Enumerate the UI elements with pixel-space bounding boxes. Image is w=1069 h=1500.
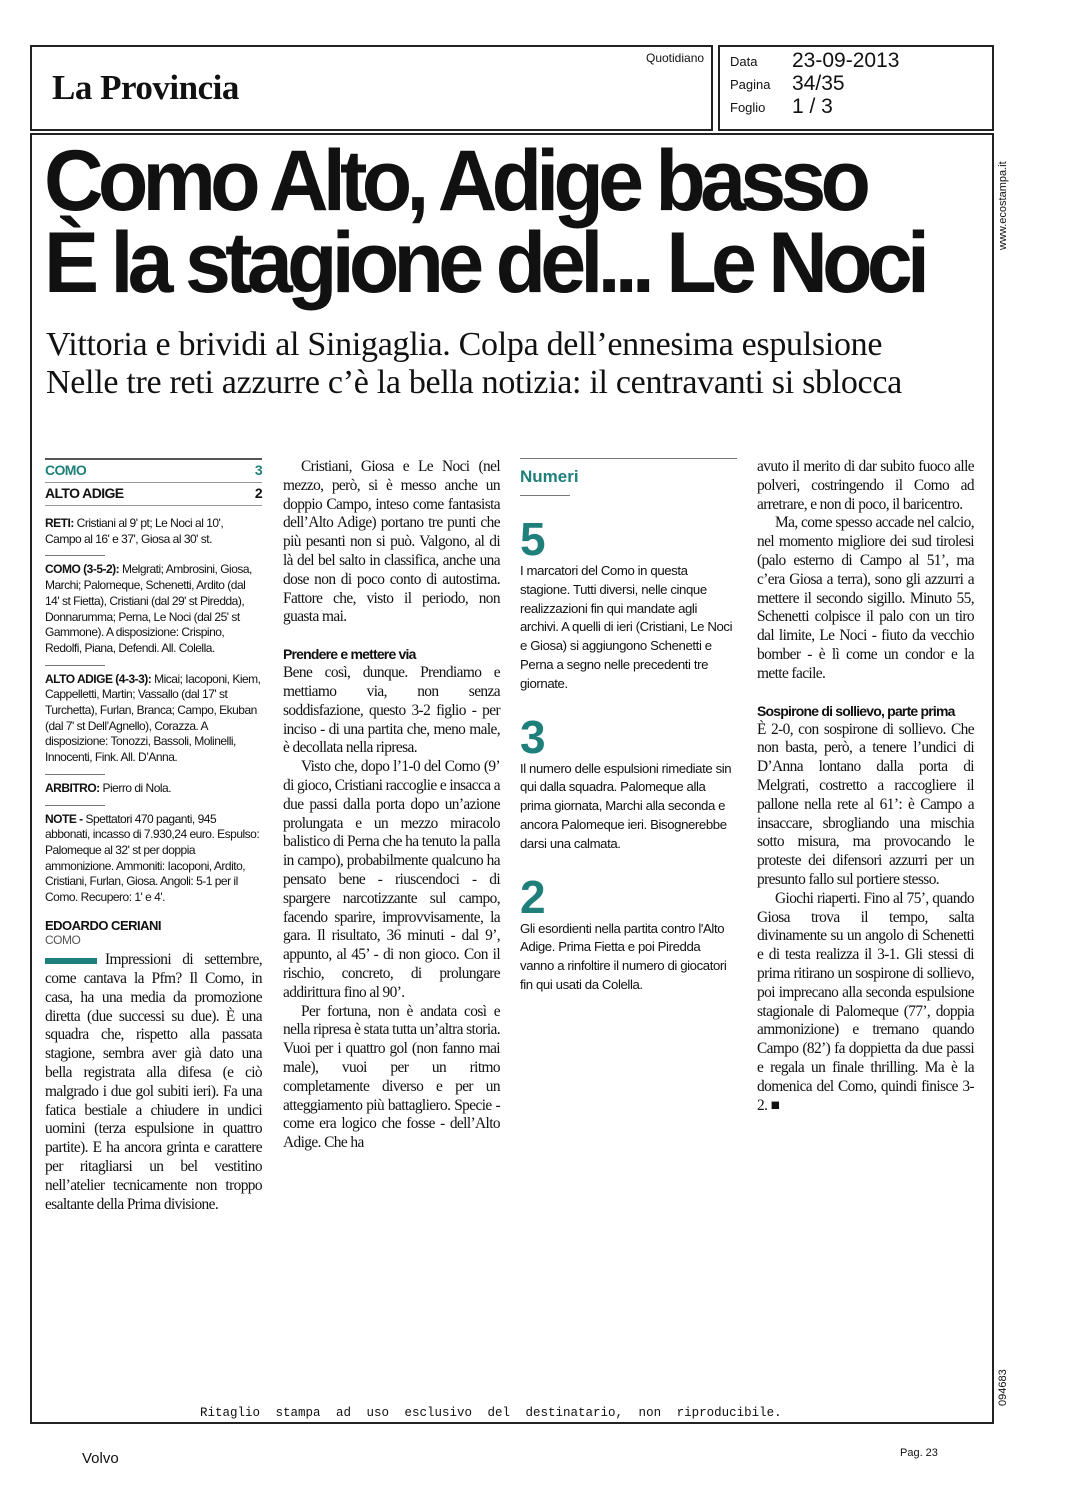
- intro-paragraph: Impressioni di settembre, come cantava la Pfm? Il Como, in casa, ha una media da promozione diretta (due successi su due). È una squadra che, rispetto alla passata stagione, sembra aver già dato una bella registrata alla difesa (e ciò malgrado i due gol subiti ieri). Fa una fatica bestiale a chiudere in undici uomini (terza espulsione in quattro partite). E ha ancora grinta e carattere per ritagliarsi un bel vestitino nell’atelier tecnicamente non troppo esaltante della Prima divisione.: [45, 951, 262, 1213]
- article-column-2: [283, 458, 500, 1153]
- dateline: COMO: [45, 933, 81, 948]
- date-label: Data: [730, 54, 758, 69]
- paragraph: Giochi riaperti. Fino al 75’, quando Giosa trova il tempo, salta divinamente su un angolo di Schenetti e di testa realizza il 3-1. Gli stessi di prima ritirano un sospirone di sollievo, poi imprecano alla seconda espulsione stagionale di Palomeque (77’, doppia ammonizione) e tremano quando Campo (82’) fa doppietta da due passi e regala un finale thrilling. Ma è la domenica del Como, quindi finisce 3-2. ■: [757, 889, 974, 1114]
- clip-code: 094683: [997, 1369, 1009, 1406]
- paragraph: Ma, come spesso accade nel calcio, nel momento migliore dei sud tirolesi (palo esterno di Campo al 51’, ma c’era Giosa a terra), sono gli azzurri a mettere il secondo sigillo. Minuto 55, Schenetti colpisce il palo con un tiro dal limite, Le Noci - fiuto da vecchio bomber - è lì come un condor e la mette facile.: [757, 514, 974, 682]
- page-value: 34/35: [792, 72, 845, 95]
- paragraph: avuto il merito di dar subito fuoco alle polveri, costringendo il Como ad arretrare, e non di poco, il baricentro.: [757, 458, 974, 513]
- date-value: 23-09-2013: [792, 49, 900, 72]
- stat-text: Gli esordienti nella partita contro l'Alto Adige. Prima Fietta e poi Piredda vanno a rinfoltire il numero di giocatori fin qui usati da Colella.: [520, 920, 727, 992]
- numbers-box: [520, 458, 737, 995]
- subhead-line-1: Vittoria e brividi al Sinigaglia. Colpa dell’ennesima espulsione: [46, 326, 883, 363]
- paragraph: Cristiani, Giosa e Le Noci (nel mezzo, però, si è messo anche un doppio Campo, inteso come fantasista dell’Alto Adige) portano tre punti che più pesanti non si può. Valgono, al di là del bel salto in classifica, anche una dose non di poco conto di autostima. Fattore che, visto il periodo, non guasta mai.: [283, 458, 500, 626]
- away-team: ALTO ADIGE: [45, 485, 124, 501]
- stat-text: Il numero delle espulsioni rimediate sin qui dalla squadra. Palomeque alla prima giornata, Marchi alla seconda e ancora Palomeque ieri. Bisognerebbe darsi una calmata.: [520, 760, 732, 851]
- page-label: Pagina: [730, 77, 771, 92]
- score-away: [45, 483, 262, 506]
- author-byline: EDOARDO CERIANI: [45, 917, 162, 933]
- paragraph: È 2-0, con sospirone di sollievo. Che non basta, però, a tenere l’undici di D’Anna lontano dalla porta di Melgrati, costretto a raccogliere il pallone nella rete al 61’: è Campo a insaccare, sbrogliando una mischia sotto misura, ma provocando le proteste dei difensori azzurri per un presunto fallo sul portiere stesso.: [757, 720, 974, 888]
- headline-line-1: Como Alto, Adige basso: [44, 133, 866, 229]
- stat-number: 2: [520, 870, 546, 923]
- fact-altoadige-lineup: ALTO ADIGE (4-3-3): Micai; Iacoponi, Kiem, Cappelletti, Martin; Vassallo (dal 17' st Turchetta), Furlan, Branca; Campo, Ekuban (dal 7' st Dell’Agnello), Corazza. A disposizione: Tonozzi, Bassoli, Molinelli, Innocenti, Fink. All. D’Anna.: [45, 671, 261, 765]
- headline-line-2: È la stagione del... Le Noci: [44, 215, 925, 311]
- paragraph: Bene così, dunque. Prendiamo e mettiamo via, non senza soddisfazione, questo 3-2 figlio - per inciso - di una partita che, meno male, è decollata nella ripresa.: [283, 664, 500, 757]
- newspaper-masthead: La Provincia: [52, 68, 239, 107]
- match-facts-column: [45, 458, 262, 1214]
- home-score: 3: [254, 462, 262, 478]
- stat-text: I marcatori del Como in questa stagione. Tutti diversi, nelle cinque realizzazioni fin qui mandate agli archivi. A quelli di ieri (Cristiani, Le Noci e Giosa) si aggiungono Schenetti e Perna a segno nelle precedenti tre giornate.: [520, 563, 733, 691]
- stat-number: 5: [520, 513, 546, 565]
- reproduction-notice: Ritaglio stampa ad uso esclusivo del destinatario, non riproducibile.: [200, 1406, 782, 1420]
- sheet-value: 1 / 3: [792, 95, 833, 118]
- publication-type: Quotidiano: [646, 51, 705, 65]
- end-mark: ■: [767, 1096, 780, 1114]
- article-column-4: [757, 458, 974, 1115]
- sheet-label: Foglio: [730, 100, 766, 115]
- section-subhead: Sospirone di sollievo, parte prima: [757, 702, 955, 719]
- section-subhead: Prendere e mettere via: [283, 646, 416, 663]
- home-team: COMO: [45, 462, 87, 478]
- page-number: Pag. 23: [900, 1447, 938, 1459]
- fact-goals: RETI: Cristiani al 9' pt; Le Noci al 10', Campo al 16' e 37', Giosa al 30' st.: [45, 516, 224, 546]
- paragraph: Visto che, dopo l’1-0 del Como (9’ di gioco, Cristiani raccoglie e insacca a due passi dalla porta dopo un’azione prolungata e un mezzo miracolo balistico di Perna che ha tenuto la palla in campo), probabilmente qualcuno ha pensato bene - riuscendoci - di spargere narcotizzante sul campo, facendo sparire, improvvisamente, la gara. Il risultato, 36 minuti - dal 9’, appunto, al 45’ - di non gioco. Con il rischio, concreto, di prolungare addirittura fino al 90’.: [283, 758, 500, 1001]
- numbers-title: Numeri: [520, 467, 579, 486]
- accent-bar: [45, 958, 97, 964]
- client-name: Volvo: [82, 1450, 119, 1467]
- fact-como-lineup: COMO (3-5-2): Melgrati; Ambrosini, Giosa, Marchi; Palomeque, Schenetti, Ardito (dal 14' st Fietta), Cristiani (dal 29' st Piredda), Donnarumma; Perna, Le Noci (dal 25' st Gammone). A disposizione: Crispino, Redolfi, Piana, Defendi. All. Colella.: [45, 562, 252, 655]
- away-score: 2: [254, 485, 262, 501]
- stat-number: 3: [520, 710, 546, 763]
- subhead-line-2: Nelle tre reti azzurre c’è la bella notizia: il centravanti si sblocca: [46, 364, 902, 401]
- site-url: www.ecostampa.it: [997, 161, 1009, 250]
- paragraph: Per fortuna, non è andata così e nella ripresa è stata tutta un’altra storia. Vuoi per i quattro gol (non fanno mai male), vuoi per un ritmo completamente diverso e per un atteggiamento più battagliero. Specie - come era logico che fosse - dell’Alto Adige. Che ha: [283, 1002, 500, 1152]
- fact-referee: ARBITRO: Pierro di Nola.: [45, 780, 172, 795]
- score-home: [45, 458, 262, 483]
- fact-notes: NOTE - Spettatori 470 paganti, 945 abbonati, incasso di 7.930,24 euro. Espulso: Palomeque al 32' st per doppia ammonizione. Ammoniti: Iacoponi, Ardito, Cristiani, Furlan, Giosa. Angoli: 5-1 per il Como. Recupero: 1' e 4'.: [45, 811, 260, 905]
